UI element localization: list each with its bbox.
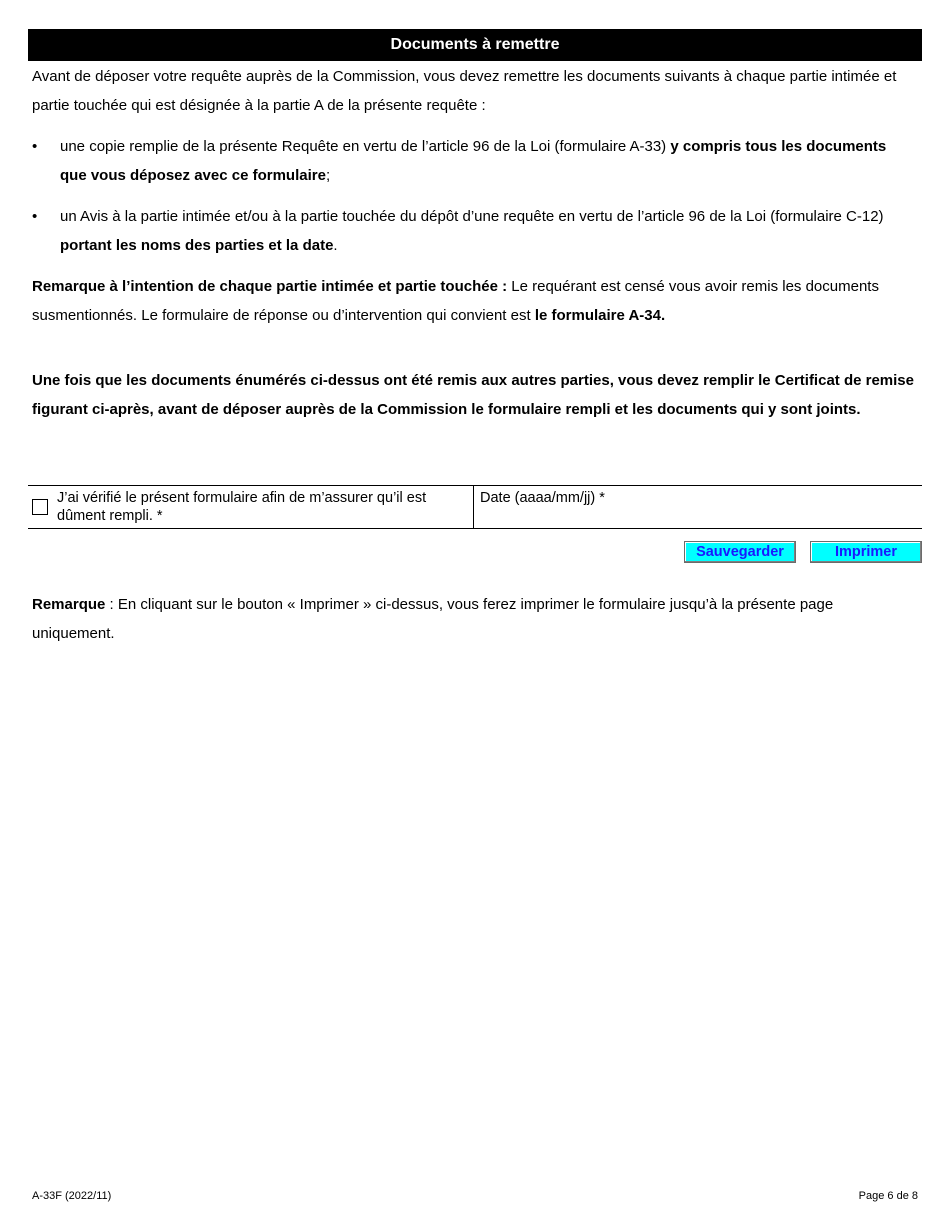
date-input[interactable] <box>625 488 918 528</box>
bullet-icon: • <box>32 208 38 225</box>
list-item-bold: portant les noms des parties et la date <box>60 237 334 254</box>
remark-respondent-form: le formulaire A-34. <box>534 307 666 324</box>
date-label: Date (aaaa/mm/jj) * <box>480 490 605 506</box>
list-item-text <box>60 132 916 190</box>
list-item-end: ; <box>325 167 331 184</box>
instruction-paragraph: Une fois que les documents énumérés ci-dessus ont été remis aux autres parties, vous devez remplir le Certificat de remise figurant ci-après, avant de déposer auprès de la Commission le formulaire rempli et les documents qui y sont joints. <box>32 372 914 418</box>
list-item-text <box>60 202 916 260</box>
print-remark-text: : En cliquant sur le bouton « Imprimer » ci-dessus, vous ferez imprimer le formulaire jusqu’à la présente page uniquement. <box>32 596 834 642</box>
print-button[interactable]: Imprimer <box>810 541 922 563</box>
verification-label: J’ai vérifié le présent formulaire afin de m’assurer qu’il est dûment rempli. * <box>57 490 427 524</box>
page-number: Page 6 de 8 <box>858 1190 918 1202</box>
list-item <box>32 132 916 190</box>
remark-respondent-heading: Remarque à l’intention de chaque partie intimée et partie touchée : <box>32 278 508 295</box>
print-remark-paragraph <box>32 590 916 648</box>
verification-table <box>28 485 922 529</box>
save-button[interactable]: Sauvegarder <box>684 541 796 563</box>
bullet-icon: • <box>32 138 38 155</box>
remark-respondent-text: Le requérant est censé vous avoir remis les documents susmentionnés. Le formulaire de réponse ou d’intervention qui convient est <box>32 278 879 324</box>
list-item-body: un Avis à la partie intimée et/ou à la partie touchée du dépôt d’une requête en vertu de l’article 96 de la Loi (formulaire C-12) <box>60 208 884 225</box>
form-id: A-33F (2022/11) <box>32 1190 112 1202</box>
list-item-body: une copie remplie de la présente Requête en vertu de l’article 96 de la Loi (formulaire A-33) <box>60 138 671 155</box>
date-cell <box>475 486 922 528</box>
section-header <box>28 29 922 61</box>
intro-paragraph: Avant de déposer votre requête auprès de la Commission, vous devez remettre les documents suivants à chaque partie intimée et partie touchée qui est désignée à la partie A de la présente requête : <box>32 68 897 114</box>
verification-checkbox[interactable] <box>32 499 48 515</box>
list-item <box>32 202 916 260</box>
list-item-bold: y compris tous les documents que vous déposez avec ce formulaire <box>60 138 887 184</box>
list-item-end: . <box>333 237 338 254</box>
print-remark-heading: Remarque <box>32 596 106 613</box>
section-title: Documents à remettre <box>390 36 560 53</box>
verification-cell <box>28 486 474 528</box>
remark-respondent-paragraph <box>32 272 916 330</box>
